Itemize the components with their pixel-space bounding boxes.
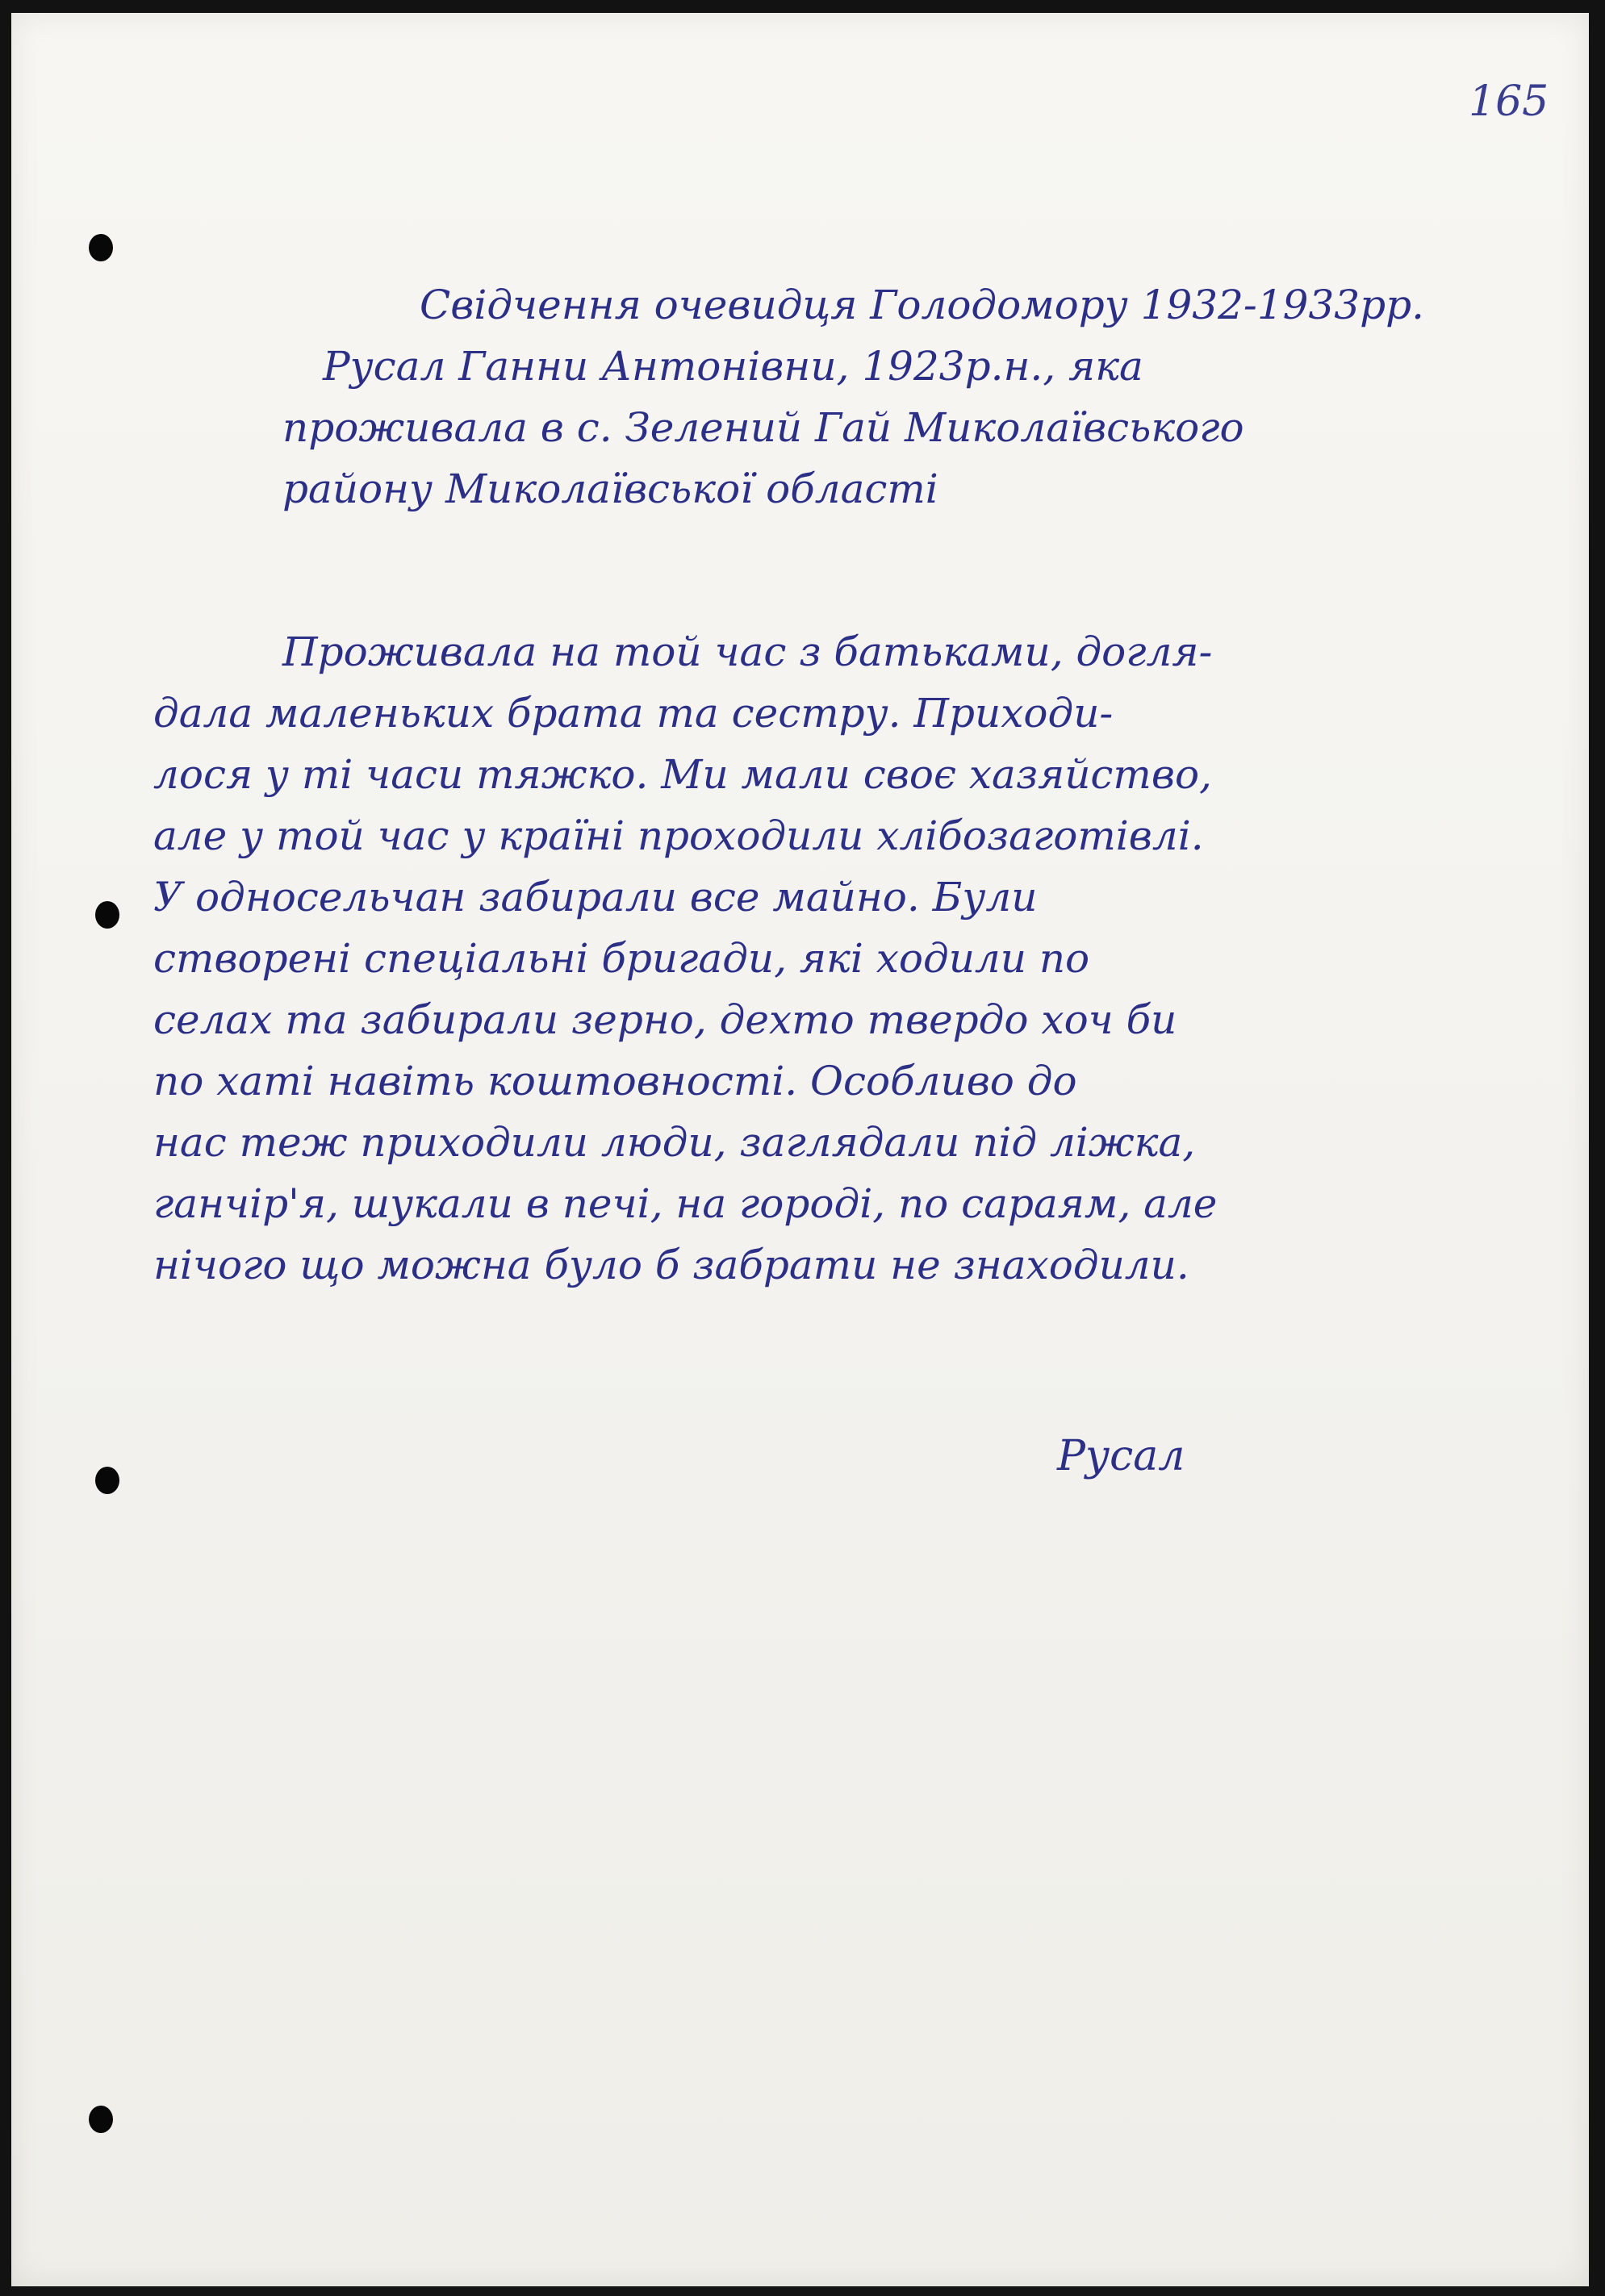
document-heading <box>274 274 1533 520</box>
body-line: У односельчан забирали все майно. Були <box>153 874 1038 920</box>
heading-line: Свідчення очевидця Голодомору 1932-1933рр. <box>420 282 1424 328</box>
punch-hole-top <box>89 234 113 261</box>
body-line: створені спеціальні бригади, які ходили по <box>153 935 1090 982</box>
body-line: лося у ті часи тяжко. Ми мали своє хазяйство, <box>153 751 1212 798</box>
body-line: нас теж приходили люди, заглядали під ліжка, <box>153 1119 1196 1166</box>
body-line: по хаті навіть коштовності. Особливо до <box>153 1058 1077 1104</box>
testimony-body <box>153 621 1525 1296</box>
body-line: дала маленьких брата та сестру. Приходи- <box>153 690 1114 737</box>
punch-hole-middle-lower <box>95 1467 119 1494</box>
body-line: ганчір'я, шукали в печі, на городі, по сараям, але <box>153 1180 1218 1227</box>
signature: Русал <box>1057 1432 1185 1480</box>
heading-line: Русал Ганни Антонівни, 1923р.н., яка <box>323 343 1143 390</box>
page-number: 165 <box>1469 77 1549 126</box>
heading-line: району Миколаївської області <box>282 465 938 512</box>
body-line: нічого що можна було б забрати не знаходили. <box>153 1242 1189 1288</box>
heading-line: проживала в с. Зелений Гай Миколаївського <box>282 404 1244 451</box>
punch-hole-middle-upper <box>95 901 119 929</box>
body-line: але у той час у країні проходили хлібозаготівлі. <box>153 812 1204 859</box>
body-line: селах та забирали зерно, дехто твердо хоч би <box>153 996 1177 1043</box>
punch-hole-bottom <box>89 2106 113 2133</box>
body-line: Проживала на той час з батьками, догля- <box>282 628 1213 675</box>
